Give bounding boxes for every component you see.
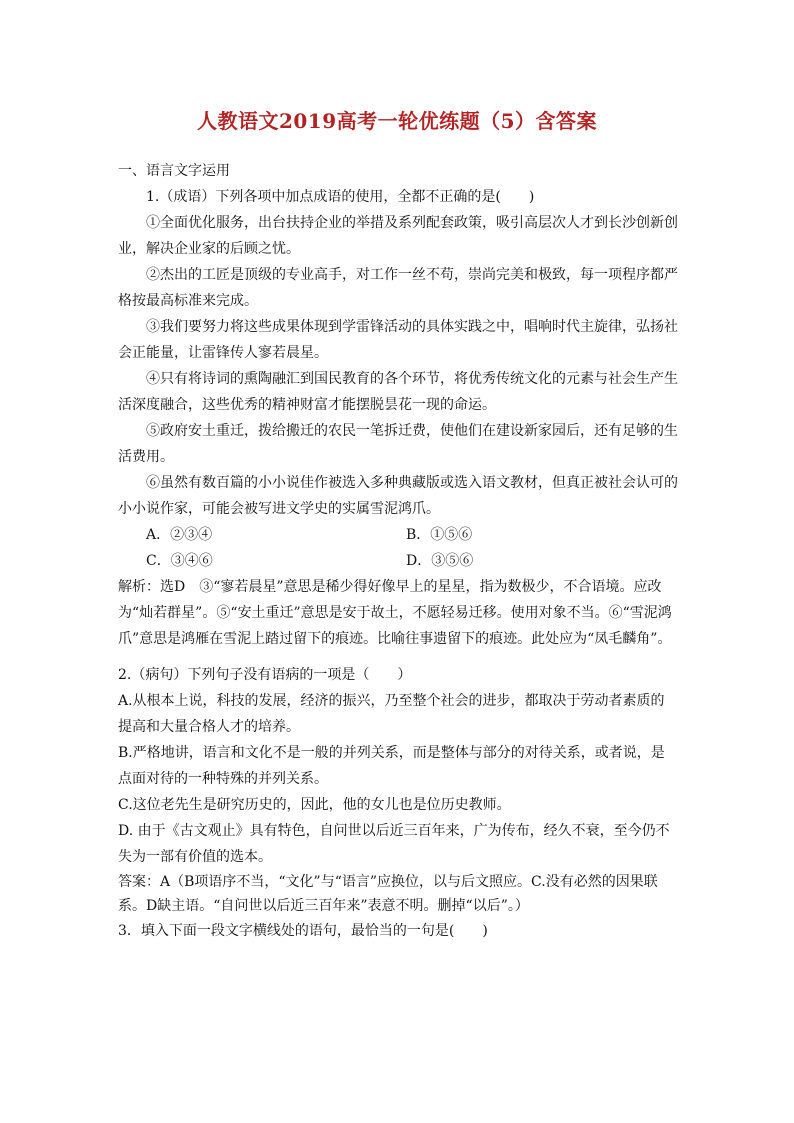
question-2-option-d: D. 由于《古文观止》具有特色，自问世以后近三百年来，广为传布，经久不衰，至今仍不失为一部有价值的选本。	[118, 823, 670, 865]
question-1-item: ⑥虽然有数百篇的小小说佳作被选入多种典藏版或选入语文教材，但真正被社会认可的小小说作家，可能会被写进文学史的实属雪泥鸿爪。	[118, 475, 678, 517]
question-1-item: ⑤政府安土重迁，拨给搬迁的农民一笔拆迁费，使他们在建设新家园后，还有足够的生活费用。	[118, 423, 678, 465]
document-body	[118, 158, 678, 944]
page-title: 人教语文2019高考一轮优练题（5）含答案	[196, 109, 598, 133]
option-b: B．①⑤⑥	[406, 527, 473, 543]
question-1-analysis: 解析：选D ③“寥若晨星”意思是稀少得好像早上的星星，指为数极少，不合语境。应改为“灿若群星”。⑤“安土重迁”意思是安于故土，不愿轻易迁移。使用对象不当。⑥“雪泥鸿爪”意思是鸿雁在雪泥上踏过留下的痕迹。比喻往事遗留下的痕迹。此处应为“凤毛麟角”。	[118, 579, 672, 647]
question-1-item: ④只有将诗词的熏陶融汇到国民教育的各个环节，将优秀传统文化的元素与社会生产生活深度融合，这些优秀的精神财富才能摆脱昙花一现的命运。	[118, 371, 678, 413]
question-1-item: ①全面优化服务，出台扶持企业的举措及系列配套政策，吸引高层次人才到长沙创新创业，解决企业家的后顾之忧。	[118, 215, 678, 257]
option-a: A．②③④	[146, 527, 213, 543]
question-1-options-row	[118, 548, 678, 574]
question-1-stem: 1.（成语）下列各项中加点成语的使用，全都不正确的是( )	[146, 189, 535, 205]
question-2-answer: 答案：A（B项语序不当，“文化”与“语言”应换位，以与后文照应。C.没有必然的因果联系。D缺主语。“自问世以后近三百年来”表意不明。删掉“以后”。）	[118, 874, 658, 914]
question-2-option-b: B.严格地讲，语言和文化不是一般的并列关系，而是整体与部分的对待关系，或者说，是点面对待的一种特殊的并列关系。	[118, 745, 665, 787]
section-heading: 一、语言文字运用	[118, 163, 230, 179]
question-3-stem: 3．填入下面一段文字横线处的语句，最恰当的一句是( )	[118, 923, 488, 939]
question-1-item: ③我们要努力将这些成果体现到学雷锋活动的具体实践之中，唱响时代主旋律，弘扬社会正能量，让雷锋传人寥若晨星。	[118, 319, 678, 361]
question-2-option-c: C.这位老先生是研究历史的，因此，他的女儿也是位历史教师。	[118, 797, 511, 813]
question-2-stem: 2.（病句）下列句子没有语病的一项是（ ）	[118, 667, 412, 683]
question-1-item: ②杰出的工匠是顶级的专业高手，对工作一丝不苟，崇尚完美和极致，每一项程序都严格按最高标准来完成。	[118, 267, 678, 309]
question-2-option-a: A.从根本上说，科技的发展，经济的振兴，乃至整个社会的进步，都取决于劳动者素质的提高和大量合格人才的培养。	[118, 693, 665, 735]
question-1-options-row	[118, 522, 678, 548]
option-d: D．③⑤⑥	[406, 553, 474, 569]
option-c: C．③④⑥	[146, 553, 213, 569]
